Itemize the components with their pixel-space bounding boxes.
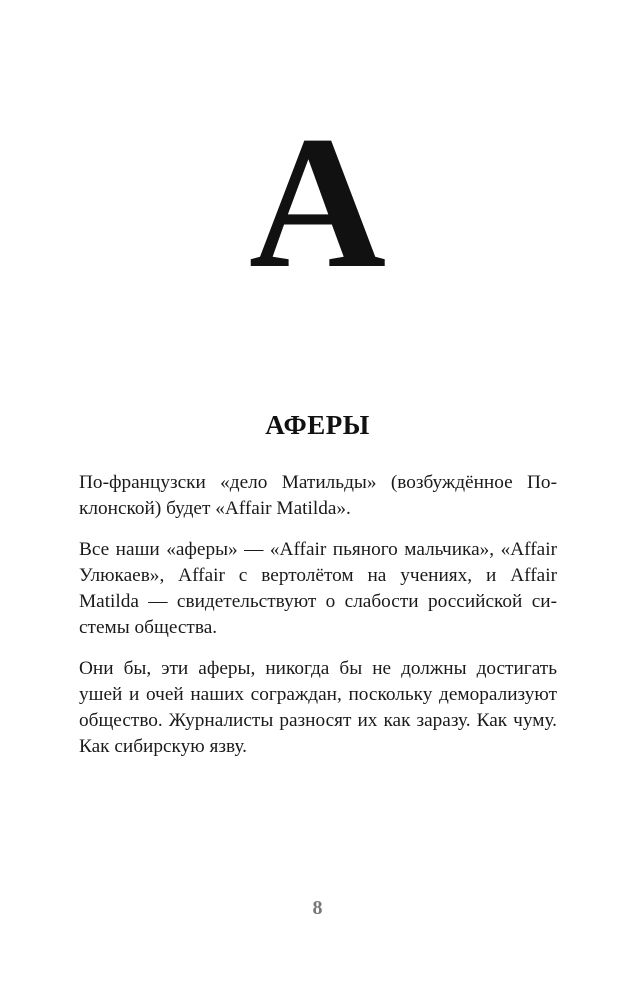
text-line: стемы общества. — [79, 617, 218, 638]
body-text — [79, 470, 557, 775]
text-line: Улюкаев», Affair с вертолётом на учениях, и Affair — [79, 565, 557, 586]
paragraph — [79, 470, 557, 522]
text-line: ушей и очей наших сограждан, поскольку деморализуют — [79, 684, 557, 705]
text-line: клонской) будет «Affair Matilda». — [79, 498, 351, 519]
chapter-title: АФЕРЫ — [265, 410, 370, 440]
page-number: 8 — [312, 897, 323, 919]
paragraph — [79, 656, 557, 760]
text-line: По-французски «дело Матильды» (возбуждённое По- — [79, 472, 557, 493]
text-line: общество. Журналисты разносят их как заразу. Как чуму. — [79, 710, 557, 731]
text-line: Все наши «аферы» — «Affair пьяного мальчика», «Affair — [79, 539, 557, 560]
text-line: Они бы, эти аферы, никогда бы не должны достигать — [79, 658, 557, 679]
section-letter: А — [248, 98, 387, 308]
paragraph — [79, 537, 557, 641]
text-line: Matilda — свидетельствуют о слабости российской си- — [79, 591, 557, 612]
text-line: Как сибирскую язву. — [79, 736, 247, 757]
